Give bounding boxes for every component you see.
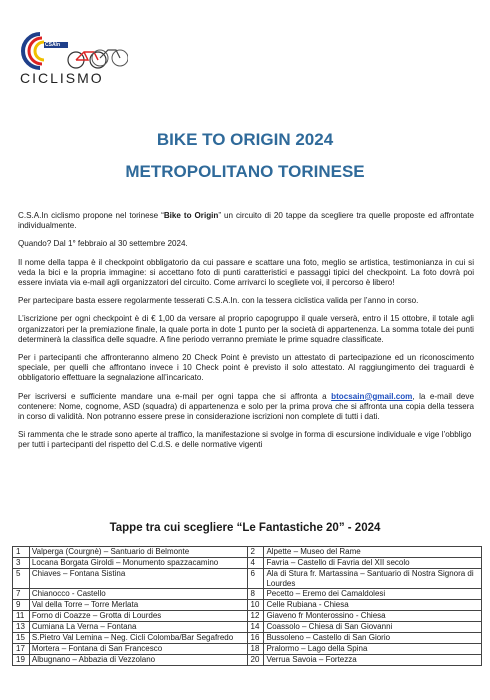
stage-number: 5 [13,569,30,589]
table-row [13,644,482,655]
stage-number: 9 [13,600,30,611]
stage-number: 20 [247,655,264,666]
csain-logo [18,30,128,100]
stage-number: 15 [13,633,30,644]
stage-number: 14 [247,622,264,633]
intro-paragraph-5: L’iscrizione per ogni checkpoint è di € 1,00 da versare al proprio capogruppo il quale verserà, entro il 15 ottobre, il totale agli organizzatori per la premiazione finale, la quale porta in dote 1 punto per la società di appartenenza. La somma totale dei punti determinerà la classifica delle squadre. A fine periodo verranno premiate le prime squadre classificate. [18,314,474,344]
email-link[interactable]: btocsain@gmail.com [331,391,413,401]
intro-paragraph-2: Quando? Dal 1° febbraio al 30 settembre 2024. [18,239,188,249]
stage-number: 19 [13,655,30,666]
stage-name: Pecetto – Eremo dei Camaldolesi [264,589,482,600]
table-row [13,600,482,611]
table-row [13,622,482,633]
stage-name: Forno di Coazze – Grotta di Lourdes [29,611,247,622]
stage-name: Cumiana La Verna – Fontana [29,622,247,633]
stage-number: 4 [247,558,264,569]
page-title: BIKE TO ORIGIN 2024 [156,130,334,149]
intro-text [18,211,474,459]
logo-badge-text: CSAIn [45,42,60,48]
stage-name: Favria – Castello di Favria del XII secolo [264,558,482,569]
stage-number: 1 [13,547,30,558]
stage-number: 11 [13,611,30,622]
stage-number: 16 [247,633,264,644]
stage-name: Verrua Savoia – Fortezza [264,655,482,666]
intro-paragraph-3: Il nome della tappa è il checkpoint obbligatorio da cui passare e scattare una foto, meglio se artistica, testimonianza in cui si veda la bici e la propria immagine: si accettano foto di punti caratteristici e passaggi tipici del checkpoint. La foto dovrà poi essere inviata via e-mail agli organizzatori del circuito. Come arrivarci lo scegliete voi, il percorso è libero! [18,257,474,288]
stage-name: Ala di Stura fr. Martassina – Santuario di Nostra Signora di Lourdes [264,569,482,589]
stage-name: Chiaves – Fontana Sistina [29,569,247,589]
stage-number: 2 [247,547,264,558]
stage-name: Albugnano – Abbazia di Vezzolano [29,655,247,666]
stage-number: 10 [247,600,264,611]
stage-name: Chianocco - Castello [29,589,247,600]
table-row [13,655,482,666]
stage-name: Valperga (Courgnè) – Santuario di Belmonte [29,547,247,558]
stage-name: Pralormo – Lago della Spina [264,644,482,655]
stage-name: Alpette – Museo del Rame [264,547,482,558]
table-row [13,633,482,644]
table-row [13,611,482,622]
stage-number: 13 [13,622,30,633]
stage-number: 18 [247,644,264,655]
stage-name: S.Pietro Val Lemina – Neg. Cicli Colomba/Bar Segafredo [29,633,247,644]
stage-name: Celle Rubiana - Chiesa [264,600,482,611]
table-row [13,589,482,600]
table-row [13,547,482,558]
table-row [13,558,482,569]
stage-number: 7 [13,589,30,600]
table-row [13,569,482,589]
intro-paragraph-7: Per iscriversi e sufficiente mandare una e-mail per ogni tappa che si affronta a btocsain@gmail.com, la e-mail deve contenere: Nome, cognome, ASD (squadra) di appartenenza e solo per la prima prova che si affronta una copia della tessera in corso di validità. Non potranno essere prese in considerazione iscrizioni non complete di tutti i dati. [18,391,474,422]
intro-paragraph-1: C.S.A.In ciclismo propone nel torinese “Bike to Origin” un circuito di 20 tappe da scegliere tra quelle proposte ed affrontate individualmente. [18,211,474,231]
intro-paragraph-4: Per partecipare basta essere regolarmente tesserati C.S.A.In. con la tessera ciclistica valida per l’anno in corso. [18,296,419,306]
stage-number: 12 [247,611,264,622]
intro-paragraph-6: Per i partecipanti che affronteranno almeno 20 Check Point è previsto un attestato di partecipazione ed un riconoscimento speciale, per quelli che affrontano invece i 10 Check point è previsto il solo attestato. Al raggiungimento dei traguardi è obbligatorio effettuare la segnalazione all’incaricato. [18,353,474,383]
stages-table [12,546,482,666]
logo-graphic [18,30,128,72]
stage-name: Giaveno fr Monterossino - Chiesa [264,611,482,622]
stage-number: 8 [247,589,264,600]
stage-number: 6 [247,569,264,589]
stage-name: Mortera – Fontana di San Francesco [29,644,247,655]
stage-name: Bussoleno – Castello di San Giorio [264,633,482,644]
stage-number: 3 [13,558,30,569]
stage-name: Coassolo – Chiesa di San Giovanni [264,622,482,633]
stages-heading: Tappe tra cui scegliere “Le Fantastiche 20” - 2024 [109,522,381,534]
stage-name: Locana Borgata Giroldi – Monumento spazzacamino [29,558,247,569]
stage-name: Val della Torre – Torre Merlata [29,600,247,611]
logo-wordmark: CICLISMO [20,70,104,86]
page-subtitle: METROPOLITANO TORINESE [125,162,365,181]
intro-paragraph-8: Si rammenta che le strade sono aperte al traffico, la manifestazione si svolge in forma di escursione individuale e vige l’obbligo per tutti i partecipanti del rispetto del C.d.S. e delle normative vigenti [18,430,472,450]
stage-number: 17 [13,644,30,655]
